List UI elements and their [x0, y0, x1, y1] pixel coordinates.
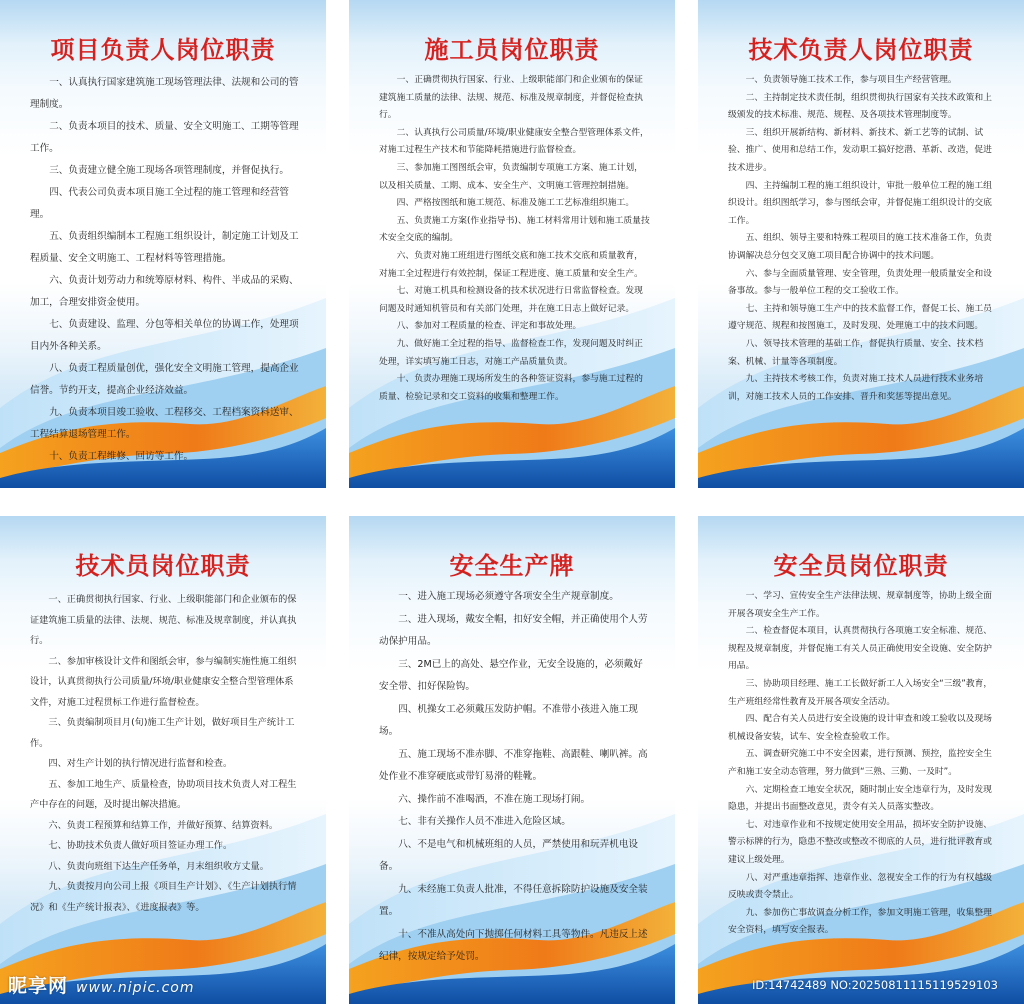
duty-list — [728, 72, 1000, 406]
list-item: 一、正确贯彻执行国家、行业、上级职能部门和企业颁布的保证建筑施工质量的法律、法规、规范、标准及规章制度，并督促检查执行。 — [379, 75, 643, 121]
list-item: 一、学习、宣传安全生产法律法规、规章制度等，协助上级全面开展各项安全生产工作。 — [728, 591, 992, 619]
list-item: 一、进入施工现场必须遵守各项安全生产规章制度。 — [398, 591, 619, 602]
list-item: 四、代表公司负责本项目施工全过程的施工管理和经营管理。 — [30, 187, 290, 220]
duty-list — [30, 72, 302, 468]
list-item: 九、参加伤亡事故调查分析工作，参加文明施工管理，收集整理安全资料，填写安全报表。 — [728, 907, 992, 936]
list-item: 七、负责建设、监理、分包等相关单位的协调工作，处理项目内外各种关系。 — [30, 319, 299, 352]
list-item: 四、配合有关人员进行安全设施的设计审查和竣工验收以及现场机械设备安装，试车、安全检查验收工作。 — [728, 714, 992, 742]
list-item: 六、负责计划劳动力和统筹原材料、构件、半成品的采购、加工，合理安排资金使用。 — [30, 275, 299, 308]
duty-list — [728, 588, 1000, 940]
list-item: 九、未经施工负责人批准，不得任意拆除防护设施及安全装置。 — [379, 883, 648, 917]
board-title: 安全生产牌 — [449, 551, 575, 580]
list-item: 三、负责建立健全施工现场各项管理制度，并督促执行。 — [49, 165, 290, 176]
list-item: 六、负责工程预算和结算工作，并做好预算、结算资料。 — [48, 819, 279, 831]
board-title: 技术负责人岗位职责 — [748, 35, 974, 64]
list-item: 九、负责按月向公司上报《项目生产计划》、《生产计划执行情况》和《生产统计报表》、《进度报表》等。 — [30, 881, 297, 913]
list-item: 五、负责组织编制本工程施工组织设计，制定施工计划及工程质量、安全文明施工、工程材料等管理措施。 — [30, 231, 299, 264]
duty-list — [30, 590, 302, 918]
list-item: 九、做好施工全过程的指导、监督检查工作，发现问题及时纠正处理，详实填写施工日志，对施工产品质量负责。 — [379, 338, 643, 367]
list-item: 十、不准从高处向下抛掷任何材料工具等物件。凡违反上述纪律，按规定给予处罚。 — [379, 928, 648, 962]
list-item: 九、负责本项目竣工验收、工程移交、工程档案资料送审、工程结算退场管理工作。 — [30, 407, 299, 440]
list-item: 六、负责对施工班组进行图纸交底和施工技术交底和质量教育，对施工全过程进行有效控制，保证工程进度、施工质量和安全生产。 — [379, 250, 643, 279]
list-item: 一、认真执行国家建筑施工现场管理法律、法规和公司的管理制度。 — [30, 77, 299, 110]
list-item: 十、负责办理施工现场所发生的各种签证资料，参与施工过程的质量、检验记录和交工资料的收集和整理工作。 — [379, 374, 643, 402]
list-item: 五、负责施工方案(作业指导书)、施工材料常用计划和施工质量技术安全交底的编制。 — [379, 215, 650, 244]
board-technical-director — [698, 0, 1024, 488]
list-item: 二、进入现场，戴安全帽，扣好安全帽，并正确使用个人劳动保护用品。 — [379, 613, 648, 647]
list-item: 六、定期检查工地安全状况，随时制止安全违章行为，及时发现隐患，并提出书面整改意见，责令有关人员落实整改。 — [728, 784, 992, 813]
board-title: 施工员岗位职责 — [424, 35, 600, 64]
board-constructor — [349, 0, 675, 488]
list-item: 七、对施工机具和检测设备的技术状况进行日常监督检查。发现问题及时通知机管员和有关部门处理，并在施工日志上做好记录。 — [379, 286, 643, 314]
list-item: 七、非有关操作人员不准进入危险区域。 — [398, 816, 571, 827]
list-item: 五、参加工地生产、质量检查，协助项目技术负责人对工程生产中存在的问题，及时提出解决措施。 — [30, 778, 297, 810]
list-item: 四、对生产计划的执行情况进行监督和检查。 — [48, 758, 233, 769]
duty-list — [379, 72, 651, 406]
list-item: 六、操作前不准喝酒，不准在施工现场打闹。 — [398, 793, 591, 805]
list-item: 三、协助项目经理、施工工长做好新工人入场安全“三级”教育，生产班组经常性教育及开展各项安全活动。 — [728, 678, 993, 707]
list-item: 二、检查督促本项目，认真贯彻执行各项施工安全标准、规范、规程及规章制度，并督促施工有关人员正确使用安全设施、安全防护用品。 — [728, 626, 992, 672]
list-item: 五、组织、领导主要和特殊工程项目的施工技术准备工作，负责协调解决总分包交叉施工项目配合协调中的技术问题。 — [728, 233, 992, 261]
list-item: 六、参与全面质量管理、安全管理，负责处理一般质量安全和设备事故。参与一般单位工程的交工验收工作。 — [728, 268, 992, 297]
watermark-logo — [8, 971, 195, 998]
board-title: 安全员岗位职责 — [773, 551, 949, 580]
list-item: 五、施工现场不准赤脚、不准穿拖鞋、高跟鞋、喇叭裤。高处作业不准穿硬底或带钉易滑的鞋靴。 — [379, 748, 648, 782]
board-project-manager — [0, 0, 326, 488]
list-item: 二、认真执行公司质量/环境/职业健康安全整合型管理体系文件，对施工过程生产技术和节能降耗措施进行监督检查。 — [379, 127, 649, 156]
list-item: 三、负责编制项目月(旬)施工生产计划，做好项目生产统计工作。 — [30, 717, 295, 749]
list-item: 三、参加施工图图纸会审，负责编制专项施工方案、施工计划，以及相关质量、工期、成本、安全生产、文明施工管理控制措施。 — [379, 162, 643, 191]
list-item: 二、负责本项目的技术、质量、安全文明施工、工期等管理工作。 — [30, 121, 299, 154]
list-item: 八、负责工程质量创优，强化安全文明施工管理，提高企业信誉。节约开支，提高企业经济效益。 — [30, 363, 299, 396]
list-item: 八、领导技术管理的基础工作，督促执行质量、安全、技术档案、机械、计量等各项制度。 — [728, 338, 984, 367]
list-item: 八、对严重违章指挥、违章作业、忽视安全工作的行为有权越级反映或责令禁止。 — [728, 872, 992, 901]
list-item: 一、负责领导施工技术工作，参与项目生产经营管理。 — [745, 75, 957, 85]
list-item: 七、协助技术负责人做好项目签证办理工作。 — [48, 840, 233, 851]
duty-list — [379, 586, 651, 969]
board-technician — [0, 516, 326, 1004]
board-title: 项目负责人岗位职责 — [50, 35, 276, 64]
list-item: 八、参加对工程质量的检查、评定和事故处理。 — [396, 321, 582, 332]
list-item: 七、主持和领导施工生产中的技术监督工作，督促工长、施工员遵守规范、规程和按图施工，及时发现、处理施工中的技术问题。 — [728, 303, 992, 332]
list-item: 十、负责工程维修、回访等工作。 — [49, 451, 194, 462]
list-item: 三、2M已上的高处、悬空作业，无安全设施的，必须戴好安全带、扣好保险钩。 — [379, 658, 643, 692]
list-item: 二、参加审核设计文件和图纸会审，参与编制实施性施工组织设计，认真贯彻执行公司质量/环境/职业健康安全整合型管理体系文件，对施工过程贯标工作进行监督检查。 — [30, 655, 297, 708]
list-item: 八、不是电气和机械班组的人员，严禁使用和玩弄机电设备。 — [379, 838, 639, 872]
list-item: 三、组织开展新结构、新材料、新技术、新工艺等的试制、试验、推广、使用和总结工作，发动职工搞好挖潜、革新、改造，促进技术进步。 — [728, 127, 992, 173]
watermark-id: ID:14742489 NO:20250811115119529103 — [752, 978, 998, 992]
list-item: 四、严格按图纸和施工规范、标准及施工工艺标准组织施工。 — [396, 198, 635, 209]
board-safety-production — [349, 516, 675, 1004]
watermark-logo-text: 昵享网 — [8, 975, 69, 997]
list-item: 八、负责向班组下达生产任务单，月末组织收方丈量。 — [48, 860, 269, 872]
list-item: 五、调查研究施工中不安全因素，进行预测、预控，监控安全生产和施工安全动态管理，努力做到“三熟、三勤、一及时”。 — [728, 749, 992, 777]
board-safety-officer — [698, 516, 1024, 1004]
list-item: 四、机操女工必须戴压发防护帽。不准带小孩进入施工现场。 — [379, 703, 639, 737]
board-title: 技术员岗位职责 — [75, 551, 251, 580]
list-item: 七、对违章作业和不按规定使用安全用品，损坏安全防护设施、警示标牌的行为，隐患不整改或整改不彻底的人员，进行批评教育或建议上级处理。 — [728, 819, 992, 865]
list-item: 九、主持技术考核工作，负责对施工技术人员进行技术业务培训，对施工技术人员的工作安排、晋升和奖惩等提出意见。 — [728, 374, 984, 402]
list-item: 二、主持制定技术责任制，组织贯彻执行国家有关技术政策和上级颁发的技术标准、规范、规程、及各项技术管理制度等。 — [728, 92, 992, 121]
watermark-site: www.nipic.com — [76, 980, 195, 996]
list-item: 一、正确贯彻执行国家、行业、上级职能部门和企业颁布的保证建筑施工质量的法律、法规、规范、标准及规章制度，并认真执行。 — [30, 594, 297, 646]
list-item: 四、主持编制工程的施工组织设计，审批一般单位工程的施工组织设计。组织图纸学习，参与图纸会审，并督促施工组织设计的交底工作。 — [728, 180, 992, 226]
